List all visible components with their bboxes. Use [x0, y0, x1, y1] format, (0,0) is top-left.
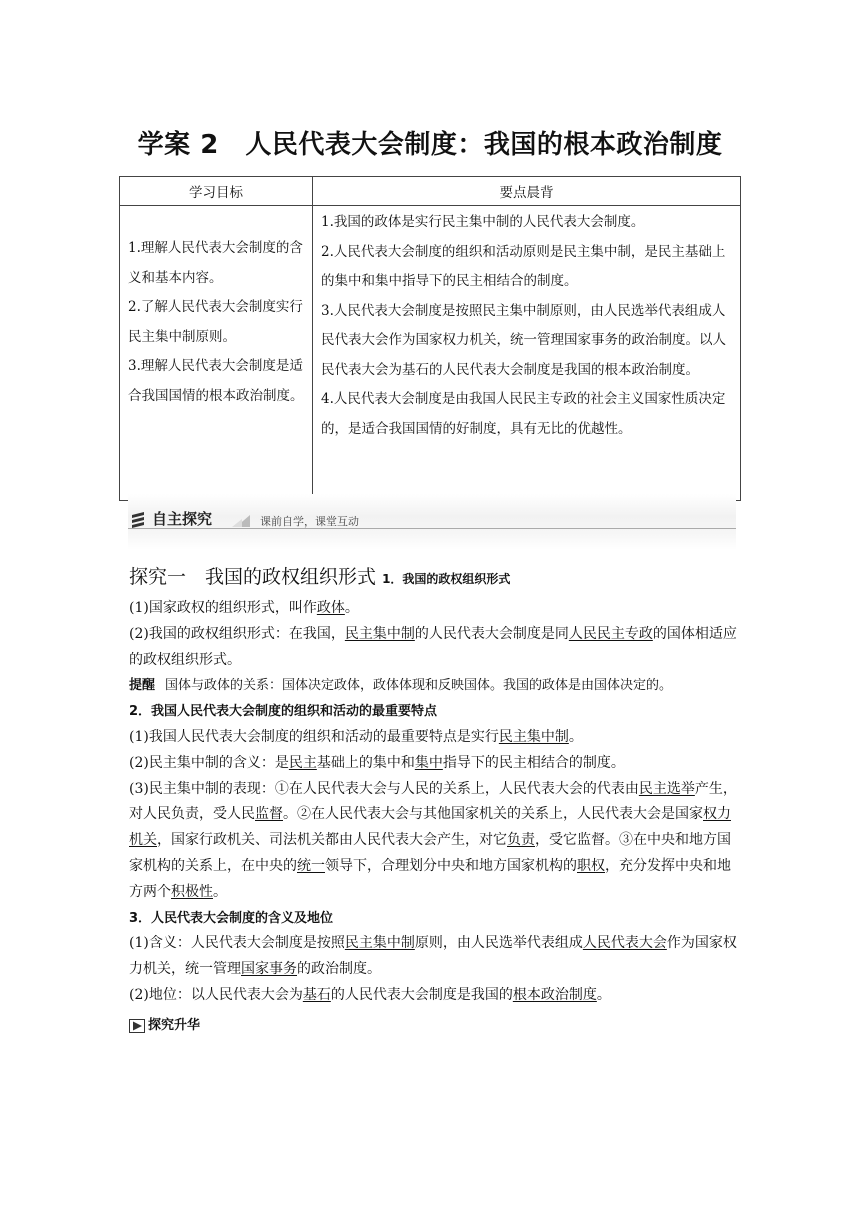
paragraph: [129, 596, 739, 622]
header-goals: 学习目标: [120, 177, 313, 206]
banner-subtitle: 课前自学，课堂互动: [260, 515, 359, 528]
answer-blank: 人民民主专政: [568, 625, 653, 642]
text-run: (1)含义：人民代表大会制度是按照: [129, 935, 345, 952]
text-run: 产生，对人民负责，受人民: [129, 780, 737, 823]
subheading-1: 1．我国的政权组织形式: [382, 572, 511, 586]
paragraph: [129, 725, 739, 751]
objectives-table: [119, 176, 741, 501]
section-heading: [129, 560, 739, 596]
answer-blank: 统一: [297, 857, 325, 874]
main-content: [129, 560, 739, 1039]
paragraph: [129, 622, 739, 674]
subheading-2: 2．我国人民代表大会制度的组织和活动的最重要特点: [129, 704, 438, 720]
text-run: (2)地位：以人民代表大会为: [129, 986, 303, 1003]
section-banner: [128, 494, 736, 550]
text-run: (2)我国的政权组织形式：在我国，: [129, 625, 345, 642]
answer-blank: 政体: [316, 600, 345, 616]
point-item: 2.人民代表大会制度的组织和活动原则是民主集中制，是民主基础上的集中和集中指导下的民主相结合的制度。: [321, 243, 726, 289]
answer-blank: 集中: [414, 754, 443, 771]
point-item: 1.我国的政体是实行民主集中制的人民代表大会制度。: [321, 214, 645, 230]
text-run: 的政治制度。: [297, 961, 381, 978]
text-run: (2)民主集中制的含义：是: [129, 754, 289, 771]
text-run: 作为国家权力机关，统一管理: [129, 935, 737, 978]
section-heading-text: 探究一 我国的政权组织形式: [129, 566, 377, 588]
explore-more-heading: [129, 1013, 739, 1039]
play-icon: [129, 1019, 145, 1033]
paragraph: [129, 931, 739, 983]
banner-decoration-icon: [232, 514, 252, 528]
goal-item: 1.理解人民代表大会制度的含义和基本内容。: [128, 240, 303, 286]
explore-more-text: 探究升华: [148, 1017, 201, 1033]
paragraph: [129, 777, 739, 906]
text-run: 的国体相适应的政权组织形式。: [129, 625, 737, 668]
goal-item: 2.了解人民代表大会制度实行民主集中制原则。: [128, 299, 303, 345]
text-run: 基础上的集中和: [316, 754, 415, 771]
page-title: 学案 2 人民代表大会制度：我国的根本政治制度: [137, 130, 723, 160]
text-run: ，受它监督。③在中央和地方国家机构的关系上，在中央的: [129, 832, 731, 874]
answer-blank: 基石: [302, 986, 331, 1003]
header-points: 要点晨背: [313, 177, 741, 206]
answer-blank: 民主选举: [638, 780, 695, 797]
tip-label: 提醒: [129, 678, 156, 694]
answer-blank: 根本政治制度: [512, 986, 597, 1003]
text-run: 的人民代表大会制度是我国的: [330, 986, 513, 1003]
answer-blank: 积极性: [171, 883, 213, 900]
text-run: (3)民主集中制的表现：①在人民代表大会与人民的关系上，人民代表大会的代表由: [129, 780, 639, 797]
text-run: (1)国家政权的组织形式，叫作: [129, 600, 317, 616]
text-run: ，充分发挥中央和地方两个: [129, 857, 731, 900]
points-cell: [313, 206, 741, 501]
text-run: 原则，由人民选举代表组成: [414, 935, 583, 952]
text-run: 。②在人民代表大会与其他国家机关的关系上，人民代表大会是国家: [283, 806, 703, 823]
answer-blank: 职权: [577, 857, 605, 874]
text-run: 的人民代表大会制度是同: [414, 625, 569, 642]
answer-blank: 权力机关: [129, 806, 731, 849]
answer-blank: 民主: [288, 754, 317, 771]
text-run: 。: [568, 728, 583, 745]
tip-note: [129, 673, 739, 699]
answer-blank: 监督: [255, 806, 283, 823]
text-run: ，国家行政机关、司法机关都由人民代表大会产生，对它: [157, 832, 507, 849]
goal-item: 3.理解人民代表大会制度是适合我国国情的根本政治制度。: [128, 358, 304, 404]
point-item: 4.人民代表大会制度是由我国人民民主专政的社会主义国家性质决定的，是适合我国国情的好制度，具有无比的优越性。: [321, 391, 726, 437]
text-run: (1)我国人民代表大会制度的组织和活动的最重要特点是实行: [129, 728, 499, 745]
tip-text: 国体与政体的关系：国体决定政体，政体体现和反映国体。我国的政体是由国体决定的。: [165, 678, 673, 694]
answer-blank: 国家事务: [241, 961, 297, 978]
answer-blank: 人民代表大会: [582, 935, 667, 952]
goals-cell: [120, 206, 313, 501]
answer-blank: 民主集中制: [344, 935, 415, 952]
answer-blank: 民主集中制: [344, 625, 415, 642]
stripes-icon: [130, 511, 146, 529]
answer-blank: 民主集中制: [498, 728, 569, 745]
paragraph: [129, 751, 739, 777]
text-run: 。: [213, 883, 227, 900]
answer-blank: 负责: [507, 832, 535, 849]
text-run: 。: [344, 600, 359, 616]
subheading-3: 3．人民代表大会制度的含义及地位: [129, 910, 334, 926]
banner-title: 自主探究: [152, 510, 213, 528]
banner-divider: [128, 528, 736, 529]
text-run: 领导下，合理划分中央和地方国家机构的: [325, 857, 577, 874]
paragraph: [129, 983, 739, 1009]
text-run: 指导下的民主相结合的制度。: [442, 754, 625, 771]
point-item: 3.人民代表大会制度是按照民主集中制原则，由人民选举代表组成人民代表大会作为国家权力机关，统一管理国家事务的政治制度。以人民代表大会为基石的人民代表大会制度是我国的根本政治制度。: [321, 302, 726, 378]
text-run: 。: [596, 986, 611, 1003]
